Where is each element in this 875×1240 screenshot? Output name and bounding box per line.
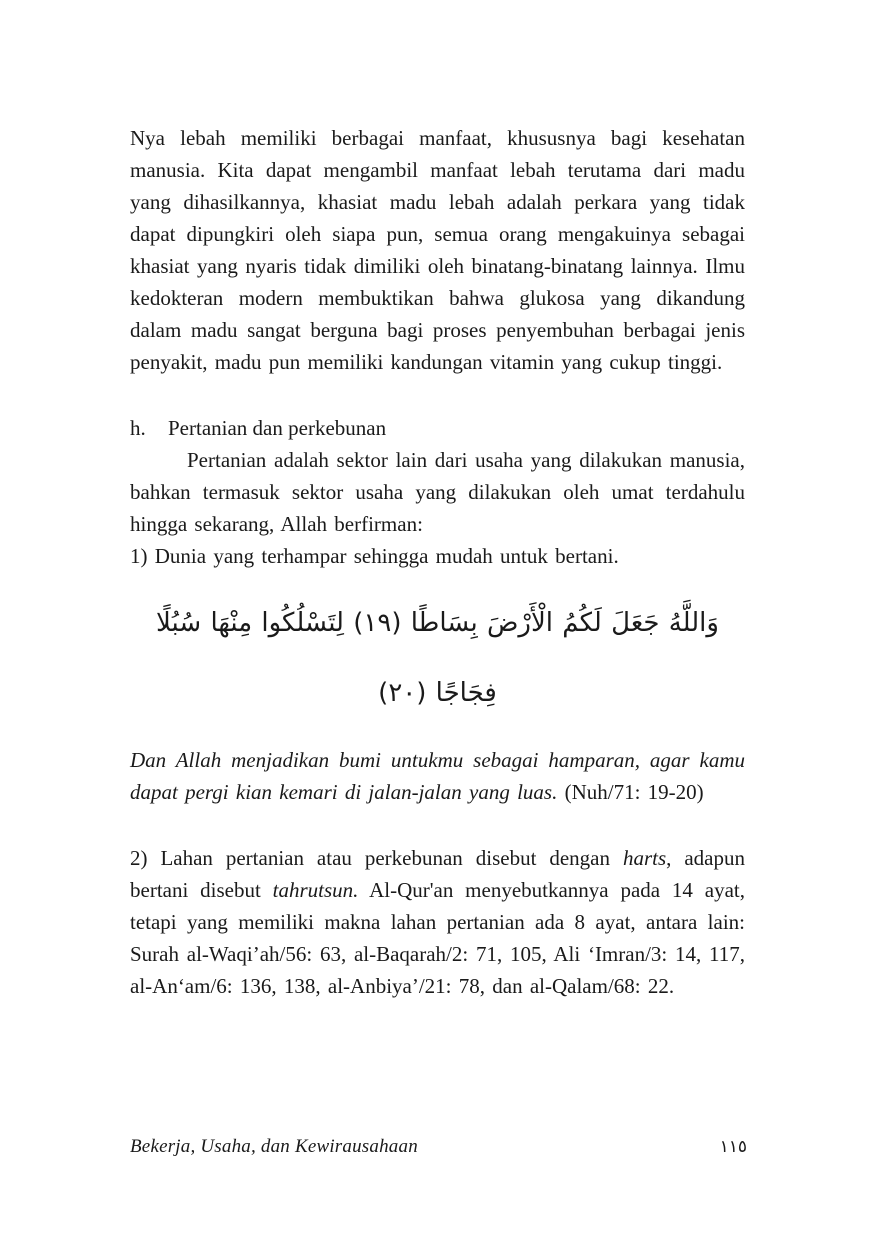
list-point-1: 1) Dunia yang terhampar sehingga mudah untuk bertani. <box>130 544 619 568</box>
arabic-quran-verse: وَاللَّهُ جَعَلَ لَكُمُ الْأَرْضَ بِسَاطًا (١٩) لِتَسْلُكُوا مِنْهَا سُبُلًا فِجَاجًا (٢٠) <box>156 608 719 708</box>
translation-italic-text: Dan Allah menjadikan bumi untukmu sebagai hamparan, agar kamu dapat pergi kian kemari di jalan-jalan yang luas. <box>130 748 745 804</box>
section-heading-h <box>130 412 745 444</box>
page-footer <box>130 1136 747 1158</box>
verse-translation <box>130 744 745 808</box>
translation-reference: (Nuh/71: 19-20) <box>564 780 704 804</box>
page-content <box>130 122 745 1002</box>
point2-segment-4: Al-Qur'an menyebutkannya pada 14 ayat, tetapi yang memiliki makna lahan pertanian ada 8 ayat, antara lain: Surah al-Waqi’ah/56: 63, al-Baqarah/2: 71, 105, Ali ‘Imran/3: 14, 117, al-An‘am/6: 136, 138, al-Anbiya’/21: 78, dan al-Qalam/68: 22. <box>130 878 745 998</box>
point2-segment-2: , adapun bertani disebut <box>130 846 745 902</box>
page-number: ١١٥ <box>719 1137 747 1157</box>
paragraph-bees-benefits: Nya lebah memiliki berbagai manfaat, khususnya bagi kesehatan manusia. Kita dapat mengambil manfaat lebah terutama dari madu yang dihasilkannya, khasiat madu lebah adalah perkara yang tidak dapat dipungkiri oleh siapa pun, semua orang mengakuinya sebagai khasiat yang nyaris tidak dimiliki oleh binatang-binatang lainnya. Ilmu kedokteran modern membuktikan bahwa glukosa yang dikandung dalam madu sangat berguna bagi proses penyembuhan berbagai jenis penyakit, madu pun memiliki kandungan vitamin yang cukup tinggi. <box>130 126 745 374</box>
point2-term-harts: harts <box>622 846 667 870</box>
section-title: Pertanian dan perkebunan <box>168 416 387 440</box>
footer-book-title: Bekerja, Usaha, dan Kewirausahaan <box>130 1136 418 1157</box>
point2-term-tahrutsun: tahrutsun. <box>272 878 359 902</box>
paragraph-point-2 <box>130 842 745 1002</box>
section-letter: h. <box>130 416 146 440</box>
paragraph-pertanian-intro: Pertanian adalah sektor lain dari usaha yang dilakukan manusia, bahkan termasuk sektor usaha yang dilakukan oleh umat terdahulu hingga sekarang, Allah berfirman: <box>130 448 745 536</box>
point2-segment-0: 2) Lahan pertanian atau perkebunan disebut dengan <box>130 846 623 870</box>
